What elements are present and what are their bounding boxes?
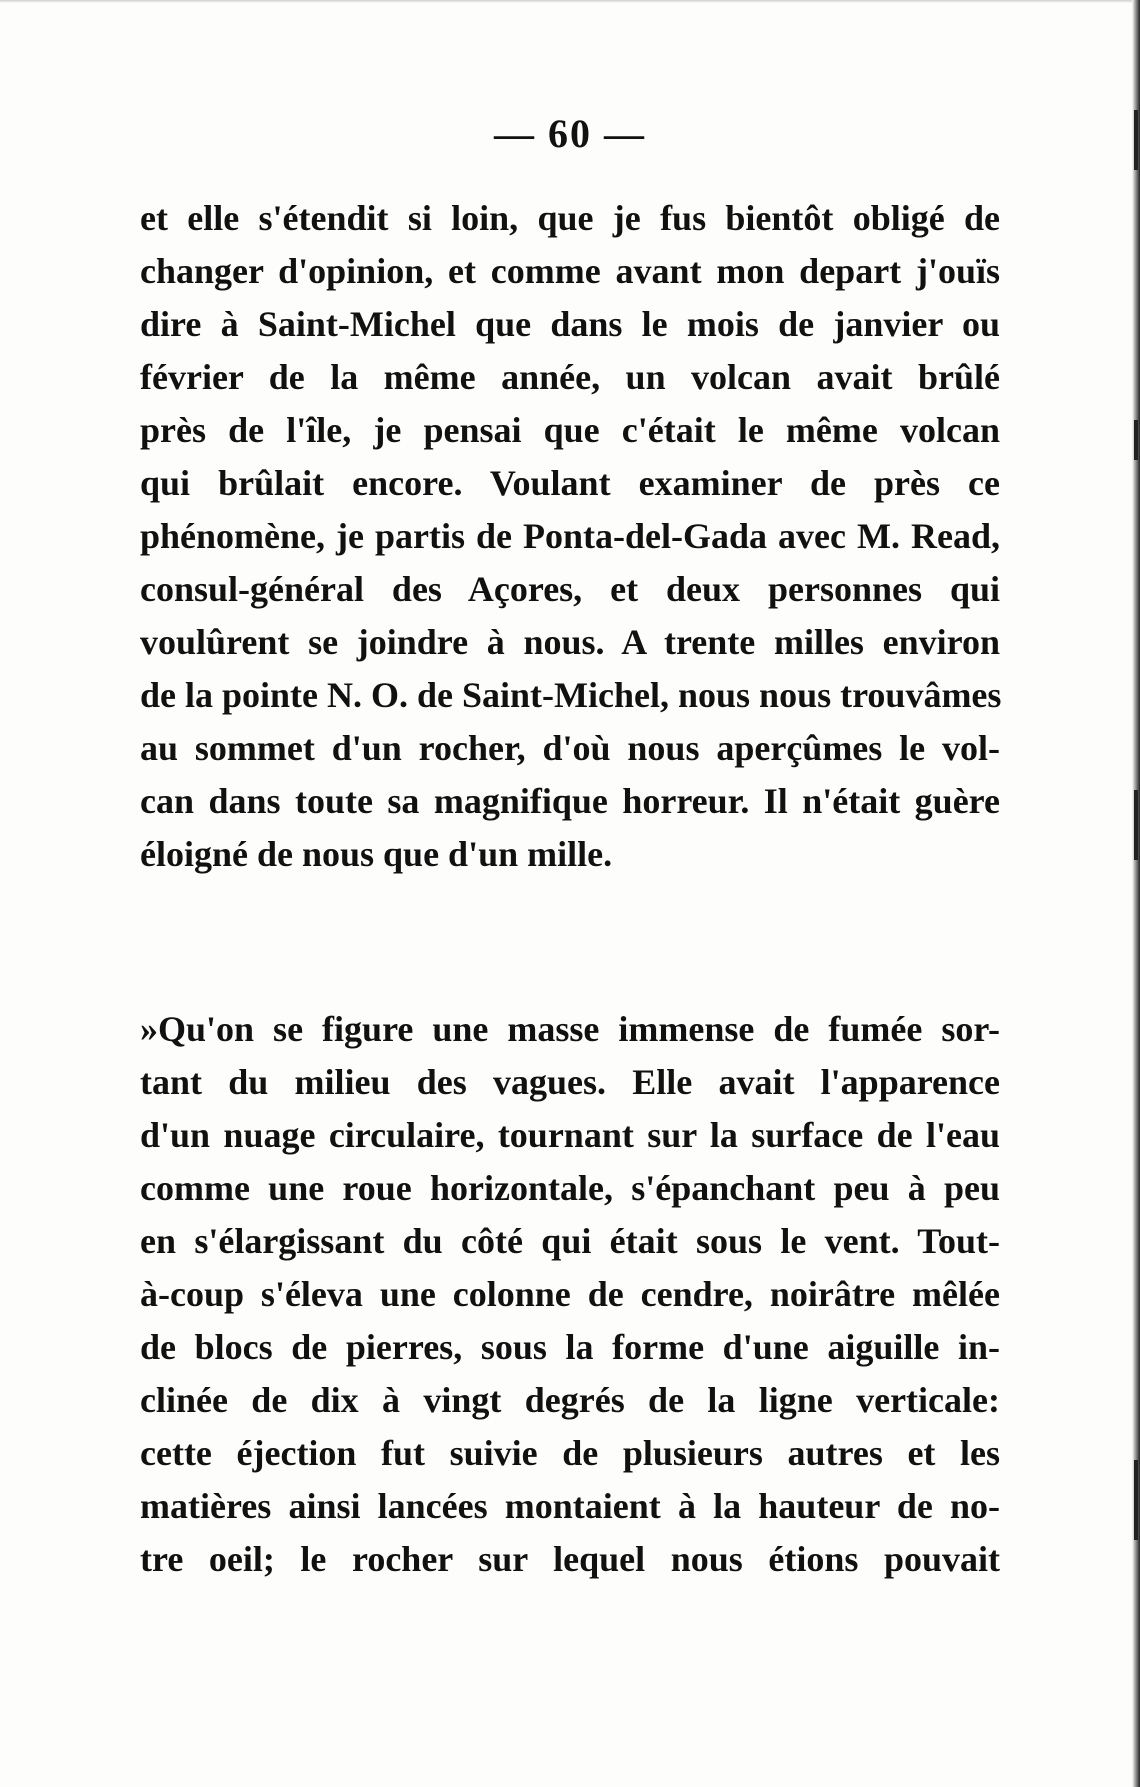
text-line: de la pointe N. O. de Saint-Michel, nous nous trouvâmes (140, 675, 1002, 715)
text-line: clinée de dix à vingt degrés de la ligne verticale: (140, 1380, 1000, 1420)
scan-edge-mark (1134, 420, 1138, 460)
text-line: matières ainsi lancées montaient à la hauteur de no- (140, 1486, 1000, 1526)
text-line: dire à Saint-Michel que dans le mois de janvier ou (140, 304, 1000, 344)
text-line: cette éjection fut suivie de plusieurs autres et les (140, 1433, 1000, 1473)
text-line: à-coup s'éleva une colonne de cendre, noirâtre mêlée (140, 1274, 1000, 1314)
text-line: comme une roue horizontale, s'épanchant peu à peu (140, 1168, 1000, 1208)
text-line: qui brûlait encore. Voulant examiner de près ce (140, 463, 1000, 503)
text-line: en s'élargissant du côté qui était sous le vent. Tout- (140, 1221, 1000, 1261)
page-number: — 60 — (494, 111, 646, 156)
paragraph-1 (140, 192, 1000, 881)
text-line: au sommet d'un rocher, d'où nous aperçûmes le vol- (140, 728, 1000, 768)
scan-top-edge (0, 0, 1140, 3)
paragraph-2 (140, 1003, 1000, 1586)
text-line: d'un nuage circulaire, tournant sur la surface de l'eau (140, 1115, 1000, 1155)
text-line: changer d'opinion, et comme avant mon depart j'ouïs (140, 251, 1000, 291)
text-line: près de l'île, je pensai que c'était le même volcan (140, 410, 1000, 450)
text-line: »Qu'on se figure une masse immense de fumée sor- (140, 1009, 1000, 1049)
text-line: éloigné de nous que d'un mille. (140, 834, 613, 874)
text-line: can dans toute sa magnifique horreur. Il n'était guère (140, 781, 1000, 821)
text-line: consul-général des Açores, et deux personnes qui (140, 569, 1000, 609)
text-line: voulûrent se joindre à nous. A trente milles environ (140, 622, 1000, 662)
text-line: février de la même année, un volcan avait brûlé (140, 357, 1000, 397)
scan-edge-mark (1134, 790, 1138, 860)
text-line: et elle s'étendit si loin, que je fus bientôt obligé de (140, 198, 1000, 238)
text-line: phénomène, je partis de Ponta-del-Gada avec M. Read, (140, 516, 1000, 556)
scan-edge-mark (1134, 1460, 1138, 1540)
text-line: de blocs de pierres, sous la forme d'une aiguille in- (140, 1327, 1000, 1367)
text-line: tant du milieu des vagues. Elle avait l'apparence (140, 1062, 1000, 1102)
text-line: tre oeil; le rocher sur lequel nous étions pouvait (140, 1539, 1000, 1579)
